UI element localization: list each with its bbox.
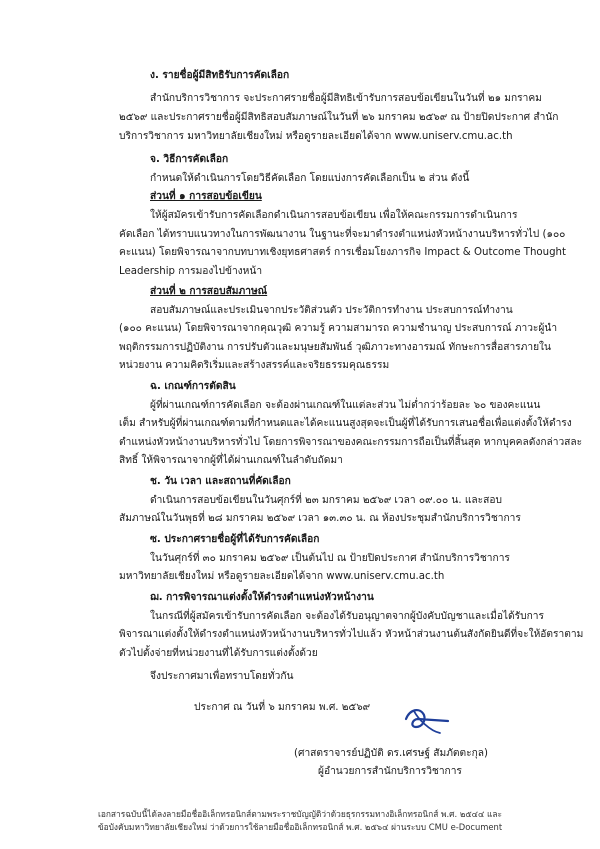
paragraph-line: คะแนน) โดยพิจารณาจากบทบาทเชิงยุทธศาสตร์ การเชื่อมโยงภารกิจ Impact & Outcome Thought	[119, 247, 567, 258]
part-2-title: ส่วนที่ ๒ การสอบสัมภาษณ์	[150, 286, 268, 297]
announce-date: ประกาศ ณ วันที่ ๖ มกราคม พ.ศ. ๒๕๖๙	[194, 702, 371, 713]
paragraph-line: พิจารณาแต่งตั้งให้ดำรงตำแหน่งหัวหน้างานบริหารทั่วไปแล้ว หัวหน้าส่วนงานต้นสังกัดยินดีที่จะให้อัตราตาม	[119, 629, 584, 640]
footer-note: ข้อบังคับมหาวิทยาลัยเชียงใหม่ ว่าด้วยการใช้ลายมือชื่ออิเล็กทรอนิกส์ พ.ศ. ๒๕๖๔ ผ่านระบบ CMU e-Document	[97, 822, 503, 832]
paragraph-line: ให้ผู้สมัครเข้ารับการคัดเลือกดำเนินการสอบข้อเขียน เพื่อให้คณะกรรมการดำเนินการ	[150, 210, 518, 221]
paragraph-line: กำหนดให้ดำเนินการโดยวิธีคัดเลือก โดยแบ่งการคัดเลือกเป็น ๒ ส่วน ดังนี้	[150, 173, 470, 184]
paragraph-line: ดำเนินการสอบข้อเขียนในวันศุกร์ที่ ๒๓ มกราคม ๒๕๖๙ เวลา ๐๙.๐๐ น. และสอบ	[150, 495, 502, 506]
paragraph-line: Leadership การมองไปข้างหน้า	[119, 266, 263, 277]
section-heading-method: จ. วิธีการคัดเลือก	[150, 154, 229, 165]
paragraph-line: มหาวิทยาลัยเชียงใหม่ หรือดูรายละเอียดได้จาก www.uniserv.cmu.ac.th	[119, 571, 445, 582]
paragraph-line: สัมภาษณ์ในวันพุธที่ ๒๘ มกราคม ๒๕๖๙ เวลา ๑๓.๓๐ น. ณ ห้องประชุมสำนักบริการวิชาการ	[119, 513, 521, 524]
paragraph-line: ตัวไปตั้งจ่ายที่หน่วยงานที่ได้รับการแต่งตั้งด้วย	[119, 648, 318, 659]
paragraph-line: เต็ม สำหรับผู้ที่ผ่านเกณฑ์ตามที่กำหนดและได้คะแนนสูงสุดจะเป็นผู้ที่ได้รับการเสนอชื่อเพื่อแต่งตั้งให้ดำรง	[119, 418, 572, 429]
signer-name: (ศาสตราจารย์ปฏิบัติ ดร.เศรษฐ์ สัมภัตตะกุล)	[294, 748, 489, 759]
section-heading-appointment: ฌ. การพิจารณาแต่งตั้งให้ดำรงตำแหน่งหัวหน้างาน	[150, 592, 374, 603]
footer-note: เอกสารฉบับนี้ได้ลงลายมือชื่ออิเล็กทรอนิกส์ตามพระราชบัญญัติว่าด้วยธุรกรรมทางอิเล็กทรอนิกส์ พ.ศ. ๒๕๔๔ และ	[97, 809, 503, 819]
section-heading-schedule: ช. วัน เวลา และสถานที่คัดเลือก	[150, 476, 291, 487]
closing-statement: จึงประกาศมาเพื่อทราบโดยทั่วกัน	[150, 671, 294, 682]
signature-image	[400, 705, 452, 741]
paragraph-line: สำนักบริการวิชาการ จะประกาศรายชื่อผู้มีสิทธิเข้ารับการสอบข้อเขียนในวันที่ ๒๑ มกราคม	[150, 93, 542, 104]
part-1-title: ส่วนที่ ๑ การสอบข้อเขียน	[150, 191, 262, 202]
paragraph-line: ๒๕๖๙ และประกาศรายชื่อผู้มีสิทธิสอบสัมภาษณ์ในวันที่ ๒๖ มกราคม ๒๕๖๙ ณ ป้ายปิดประกาศ สำนัก	[119, 112, 559, 123]
paragraph-line: ในวันศุกร์ที่ ๓๐ มกราคม ๒๕๖๙ เป็นต้นไป ณ ป้ายปิดประกาศ สำนักบริการวิชาการ	[150, 553, 510, 564]
paragraph-line: บริการวิชาการ มหาวิทยาลัยเชียงใหม่ หรือดูรายละเอียดได้จาก www.uniserv.cmu.ac.th	[119, 131, 513, 142]
paragraph-line: พฤติกรรมการปฏิบัติงาน การปรับตัวและมนุษยสัมพันธ์ วุฒิภาวะทางอารมณ์ ทักษะการสื่อสารภายใน	[119, 342, 551, 353]
signer-position: ผู้อำนวยการสำนักบริการวิชาการ	[318, 766, 462, 777]
paragraph-line: คัดเลือก ได้ทราบแนวทางในการพัฒนางาน ในฐานะที่จะมาดำรงตำแหน่งหัวหน้างานบริหารทั่วไป (๑๐๐	[119, 229, 566, 240]
paragraph-line: สิทธิ์ ให้พิจารณาจากผู้ที่ได้ผ่านเกณฑ์ในลำดับถัดมา	[119, 455, 343, 466]
paragraph-line: ตำแหน่งหัวหน้างานบริหารทั่วไป โดยการพิจารณาของคณะกรรมการถือเป็นที่สิ้นสุด หากบุคคลดังกล่าวสละ	[119, 437, 583, 448]
paragraph-line: สอบสัมภาษณ์และประเมินจากประวัติส่วนตัว ประวัติการทำงาน ประสบการณ์ทำงาน	[150, 305, 513, 316]
paragraph-line: (๑๐๐ คะแนน) โดยพิจารณาจากคุณวุฒิ ความรู้ ความสามารถ ความชำนาญ ประสบการณ์ ภาวะผู้นำ	[119, 323, 558, 334]
paragraph-line: ในกรณีที่ผู้สมัครเข้ารับการคัดเลือก จะต้องได้รับอนุญาตจากผู้บังคับบัญชาและเมื่อได้รับการ	[150, 611, 544, 622]
paragraph-line: หน่วยงาน ความคิดริเริ่มและสร้างสรรค์และจริยธรรมคุณธรรม	[119, 360, 390, 371]
paragraph-line: ผู้ที่ผ่านเกณฑ์การคัดเลือก จะต้องผ่านเกณฑ์ในแต่ละส่วน ไม่ต่ำกว่าร้อยละ ๖๐ ของคะแนน	[150, 400, 541, 411]
section-heading-candidates: ง. รายชื่อผู้มีสิทธิรับการคัดเลือก	[150, 70, 290, 81]
section-heading-results: ซ. ประกาศรายชื่อผู้ที่ได้รับการคัดเลือก	[150, 534, 320, 545]
section-heading-criteria: ฉ. เกณฑ์การตัดสิน	[150, 381, 236, 392]
